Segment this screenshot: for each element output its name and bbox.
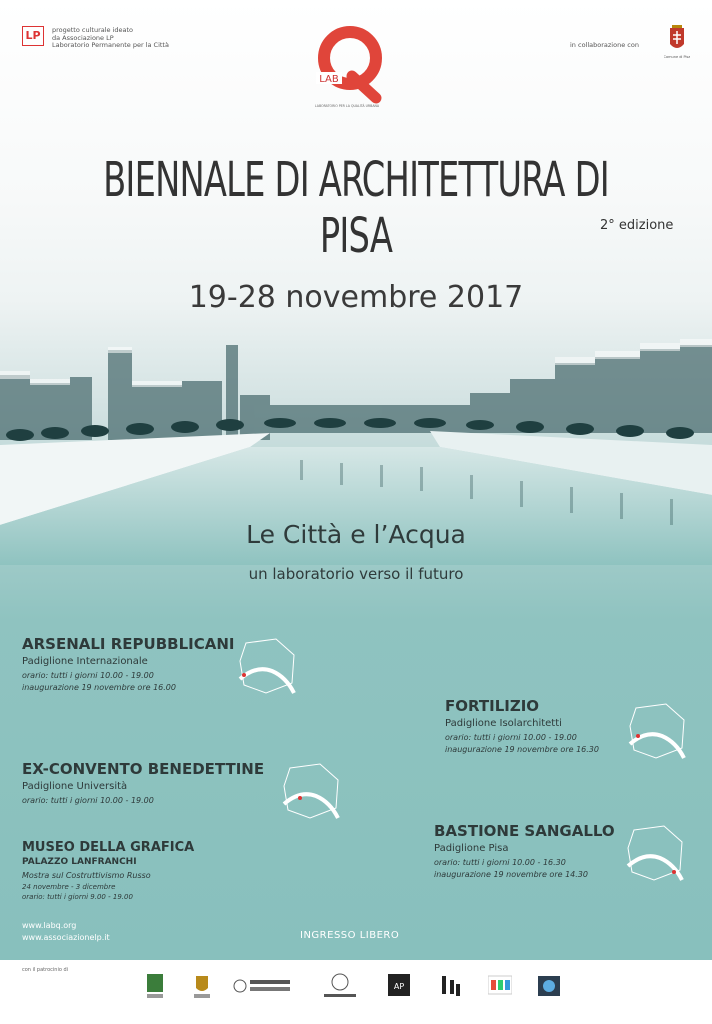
sponsors-label: con il patrocinio di	[22, 967, 69, 973]
crest-caption: Comune di Pisa	[664, 55, 690, 59]
sponsor-badge-icon	[538, 972, 560, 1000]
collaboration-label: in collaborazione con	[570, 41, 639, 49]
venue-convento-pavilion: Padiglione Università	[22, 781, 128, 792]
theme-subtitle: un laboratorio verso il futuro	[248, 565, 464, 583]
website-link[interactable]: www.labq.org	[22, 921, 77, 930]
venue-fortilizio-pavilion: Padiglione Isolarchitetti	[445, 718, 562, 729]
inarch-logo-icon	[438, 972, 464, 1000]
venue-bastione-hours: orario: tutti i giorni 10.00 - 16.30	[434, 858, 566, 867]
map-icon	[236, 635, 298, 697]
labq-tagline: LABORATORIO PER LA QUALITÀ URBANA	[314, 104, 380, 108]
lp-line-3: Laboratorio Permanente per la Città	[52, 41, 169, 49]
map-icon	[626, 700, 688, 762]
event-dates: 19-28 novembre 2017	[188, 280, 524, 315]
venue-convento-hours: orario: tutti i giorni 10.00 - 19.00	[22, 796, 154, 805]
free-entry-label: INGRESSO LIBERO	[300, 930, 400, 941]
venue-bastione-opening: inaugurazione 19 novembre ore 14.30	[434, 870, 588, 879]
map-icon	[624, 822, 686, 884]
website-link[interactable]: www.associazionelp.it	[22, 933, 110, 942]
venue-museo-exhibit: Mostra sul Costruttivismo Russo	[22, 871, 151, 880]
venue-arsenali-hours: orario: tutti i giorni 10.00 - 19.00	[22, 671, 154, 680]
footer-websites	[22, 920, 110, 944]
pisa-crest-icon	[664, 24, 690, 62]
venue-arsenali-pavilion: Padiglione Internazionale	[22, 656, 148, 667]
svg-text:AP: AP	[393, 982, 405, 991]
page-title: BIENNALE DI ARCHITETTURA DI PISA	[103, 152, 609, 264]
venue-arsenali-name: ARSENALI REPUBBLICANI	[22, 635, 235, 653]
venue-fortilizio-opening: inaugurazione 19 novembre ore 16.30	[445, 745, 599, 754]
ap-logo-icon	[388, 972, 410, 1000]
theme-title: Le Città e l’Acqua	[246, 520, 466, 549]
map-icon	[280, 760, 342, 822]
venue-fortilizio-name: FORTILIZIO	[445, 697, 540, 715]
labq-text: LAB	[319, 74, 339, 85]
edition-label: 2° edizione	[600, 218, 674, 233]
region-logo-icon	[145, 972, 165, 1000]
venue-fortilizio-hours: orario: tutti i giorni 10.00 - 19.00	[445, 733, 577, 742]
order-architects-logo-icon	[232, 972, 292, 1000]
bio-logo-icon	[488, 972, 512, 1000]
lp-description	[52, 27, 202, 50]
province-logo-icon	[192, 972, 212, 1000]
university-logo-icon	[320, 972, 360, 1000]
venue-arsenali-opening: inaugurazione 19 novembre ore 16.00	[22, 683, 176, 692]
venue-convento-name: EX-CONVENTO BENEDETTINE	[22, 760, 265, 778]
venue-museo-pavilion: PALAZZO LANFRANCHI	[22, 857, 137, 867]
lp-line-1: progetto culturale ideato	[52, 26, 134, 34]
sponsor-logos	[140, 972, 560, 1004]
venue-museo-hours: orario: tutti i giorni 9.00 - 19.00	[22, 893, 133, 901]
labq-logo	[300, 20, 395, 110]
lp-logo: LP	[22, 26, 44, 46]
lp-line-2: da Associazione LP	[52, 33, 114, 42]
venue-bastione-pavilion: Padiglione Pisa	[434, 843, 509, 854]
venue-bastione-name: BASTIONE SANGALLO	[434, 822, 615, 840]
venue-museo-period: 24 novembre - 3 dicembre	[22, 883, 116, 891]
venue-museo-name: MUSEO DELLA GRAFICA	[22, 840, 195, 855]
